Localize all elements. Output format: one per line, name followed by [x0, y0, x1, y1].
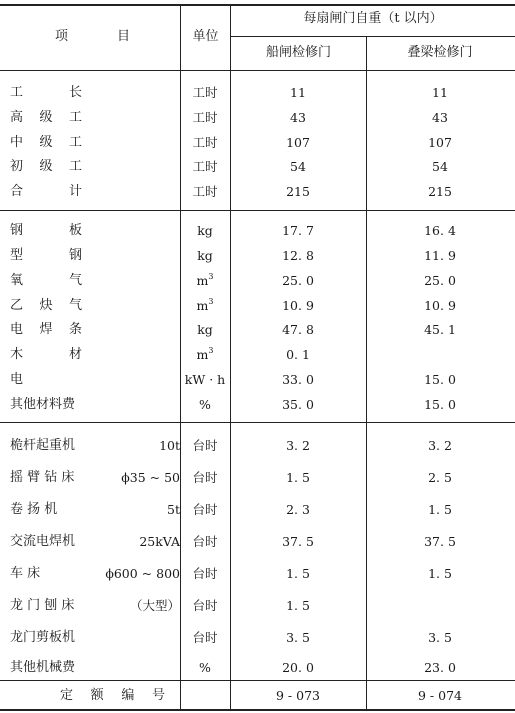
row-item-char: 条	[68, 322, 82, 337]
row-unit-text: %	[199, 397, 211, 412]
row-unit: 台时	[192, 438, 218, 453]
row-value-col2: 11. 9	[424, 248, 456, 263]
footer-label-char: 额	[90, 688, 104, 703]
header-col1-label: 船闸检修门	[265, 45, 331, 60]
row-item-label	[10, 372, 120, 388]
row-unit-text: m	[196, 298, 209, 313]
row-value-col2: 54	[432, 159, 448, 174]
row-item-label	[10, 273, 82, 289]
row-machine-name: 龙门剪板机	[10, 630, 76, 645]
row-item-char: 气	[68, 298, 82, 313]
row-value-col1: 1. 5	[286, 470, 310, 485]
row-unit-superscript: 3	[208, 297, 214, 306]
row-unit: 工时	[192, 110, 218, 125]
row-item-char: 木	[10, 347, 24, 362]
row-value-col1: 11	[290, 85, 306, 100]
row-item-char: 其他材料费	[10, 397, 76, 412]
row-item-label	[10, 248, 82, 264]
row-value-col1: 107	[286, 135, 310, 150]
row-machine-name: 交流电焊机	[10, 534, 76, 549]
row-machine-spec: 25kVA	[139, 534, 180, 549]
row-item-char: 气	[68, 273, 82, 288]
materials-bottom-rule	[0, 422, 515, 423]
footer-code-1: 9 - 073	[276, 688, 320, 703]
footer-label-char: 编	[121, 688, 135, 703]
row-item-char: 工	[68, 135, 82, 150]
row-unit: 工时	[192, 85, 218, 100]
row-value-col1: 2. 3	[286, 502, 310, 517]
row-item-char: 氧	[10, 273, 24, 288]
row-value-col1: 0. 1	[286, 347, 310, 362]
row-item-char: 级	[39, 135, 53, 150]
row-unit	[181, 322, 229, 338]
row-value-col2: 23. 0	[424, 660, 456, 675]
row-item-label	[10, 322, 82, 338]
row-unit: 工时	[192, 159, 218, 174]
row-item-char: 长	[68, 85, 82, 100]
row-value-col1: 25. 0	[282, 273, 314, 288]
row-unit-text: m	[196, 273, 209, 288]
row-unit: 台时	[192, 566, 218, 581]
row-item-char: 钢	[10, 223, 24, 238]
row-item-char: 计	[68, 184, 82, 199]
header-sub-rule	[231, 36, 515, 37]
header-col2-label: 叠梁检修门	[407, 45, 473, 60]
row-item-char: 乙	[10, 298, 24, 313]
table-bottom-rule	[0, 709, 515, 711]
row-machine-name: 其他机械费	[10, 660, 76, 675]
row-item-label	[10, 298, 82, 314]
row-item-char: 工	[10, 85, 24, 100]
row-item-char: 电	[10, 372, 24, 387]
row-item-char: 初	[10, 159, 24, 174]
row-unit: 台时	[192, 534, 218, 549]
row-value-col1: 37. 5	[282, 534, 314, 549]
header-item-label	[55, 29, 130, 45]
footer-code-2: 9 - 074	[418, 688, 462, 703]
row-unit: 台时	[192, 470, 218, 485]
row-item-char: 中	[10, 135, 24, 150]
row-machine-spec: 10t	[159, 438, 180, 453]
row-value-col1: 1. 5	[286, 598, 310, 613]
row-unit: 工时	[192, 184, 218, 199]
row-item-char: 工	[68, 159, 82, 174]
row-value-col2: 11	[432, 85, 448, 100]
row-value-col2: 45. 1	[424, 322, 456, 337]
row-unit	[181, 372, 229, 388]
row-item-char: 级	[39, 159, 53, 174]
row-value-col1: 54	[290, 159, 306, 174]
row-item-char: 合	[10, 184, 24, 199]
row-value-col2: 1. 5	[428, 566, 452, 581]
row-item-char: 炔	[39, 298, 53, 313]
footer-label-char: 定	[60, 688, 74, 703]
row-value-col1: 33. 0	[282, 372, 314, 387]
row-value-col2: 15. 0	[424, 372, 456, 387]
row-value-col1: 35. 0	[282, 397, 314, 412]
row-item-char: 焊	[39, 322, 53, 337]
row-value-col1: 3. 5	[286, 630, 310, 645]
row-item-label	[10, 223, 82, 239]
row-unit: 台时	[192, 502, 218, 517]
row-value-col2: 1. 5	[428, 502, 452, 517]
row-unit	[181, 347, 229, 363]
row-unit-superscript: 3	[208, 346, 214, 355]
machines-bottom-rule	[0, 680, 515, 681]
row-unit-superscript: 3	[208, 272, 214, 281]
footer-quota-label	[60, 688, 165, 704]
row-item-label	[10, 184, 82, 200]
header-bottom-rule	[0, 70, 515, 71]
row-unit	[181, 298, 229, 314]
row-item-char: 材	[68, 347, 82, 362]
row-unit	[181, 397, 229, 413]
row-item-char: 板	[68, 223, 82, 238]
row-unit-text: kg	[197, 223, 213, 238]
row-item-char: 高	[10, 110, 24, 125]
row-unit	[181, 273, 229, 289]
row-value-col2: 43	[432, 110, 448, 125]
row-unit: 台时	[192, 630, 218, 645]
row-item-char: 电	[10, 322, 24, 337]
row-value-col1: 12. 8	[282, 248, 314, 263]
row-value-col1: 3. 2	[286, 438, 310, 453]
row-value-col2: 15. 0	[424, 397, 456, 412]
header-item-char: 项	[55, 29, 69, 44]
row-machine-spec: （大型）	[129, 598, 180, 613]
row-unit: 台时	[192, 598, 218, 613]
labor-bottom-rule	[0, 210, 515, 211]
row-machine-name: 摇 臂 钻 床	[10, 470, 75, 485]
row-value-col2: 3. 5	[428, 630, 452, 645]
row-value-col2: 2. 5	[428, 470, 452, 485]
row-item-label	[10, 397, 120, 413]
row-item-char: 型	[10, 248, 24, 263]
row-unit-text: kW · h	[184, 372, 226, 387]
header-group-label: 每扇闸门自重（t 以内）	[303, 11, 443, 26]
row-item-label	[10, 347, 82, 363]
row-machine-spec: 5t	[167, 502, 180, 517]
row-unit: 工时	[192, 135, 218, 150]
row-machine-name: 桅杆起重机	[10, 438, 76, 453]
row-item-char: 工	[68, 110, 82, 125]
row-machine-spec: ϕ600 ~ 800	[105, 566, 180, 581]
row-unit	[181, 248, 229, 264]
row-value-col1: 215	[286, 184, 310, 199]
row-value-col1: 43	[290, 110, 306, 125]
row-value-col1: 1. 5	[286, 566, 310, 581]
table-top-rule	[0, 4, 515, 6]
row-machine-name: 车 床	[10, 566, 41, 581]
row-machine-name: 龙 门 刨 床	[10, 598, 75, 613]
row-unit: %	[199, 660, 211, 675]
row-item-label	[10, 135, 82, 151]
header-item-char: 目	[116, 29, 130, 44]
row-machine-spec: ϕ35 ~ 50	[121, 470, 180, 485]
row-unit	[181, 223, 229, 239]
row-item-char: 级	[39, 110, 53, 125]
row-value-col2: 107	[428, 135, 452, 150]
header-unit-label: 单位	[192, 29, 219, 44]
row-value-col2: 37. 5	[424, 534, 456, 549]
row-value-col2: 215	[428, 184, 452, 199]
row-unit-text: kg	[197, 248, 213, 263]
row-value-col2: 16. 4	[424, 223, 456, 238]
row-item-char: 钢	[68, 248, 82, 263]
row-item-label	[10, 110, 82, 126]
row-value-col2: 10. 9	[424, 298, 456, 313]
row-item-label	[10, 159, 82, 175]
row-machine-name: 卷 扬 机	[10, 502, 58, 517]
row-value-col1: 47. 8	[282, 322, 314, 337]
row-unit-text: kg	[197, 322, 213, 337]
row-value-col2: 25. 0	[424, 273, 456, 288]
row-item-label	[10, 85, 82, 101]
row-unit-text: m	[196, 347, 209, 362]
row-value-col1: 10. 9	[282, 298, 314, 313]
footer-label-char: 号	[151, 688, 165, 703]
row-value-col2: 3. 2	[428, 438, 452, 453]
row-value-col1: 20. 0	[282, 660, 314, 675]
row-value-col1: 17. 7	[282, 223, 314, 238]
